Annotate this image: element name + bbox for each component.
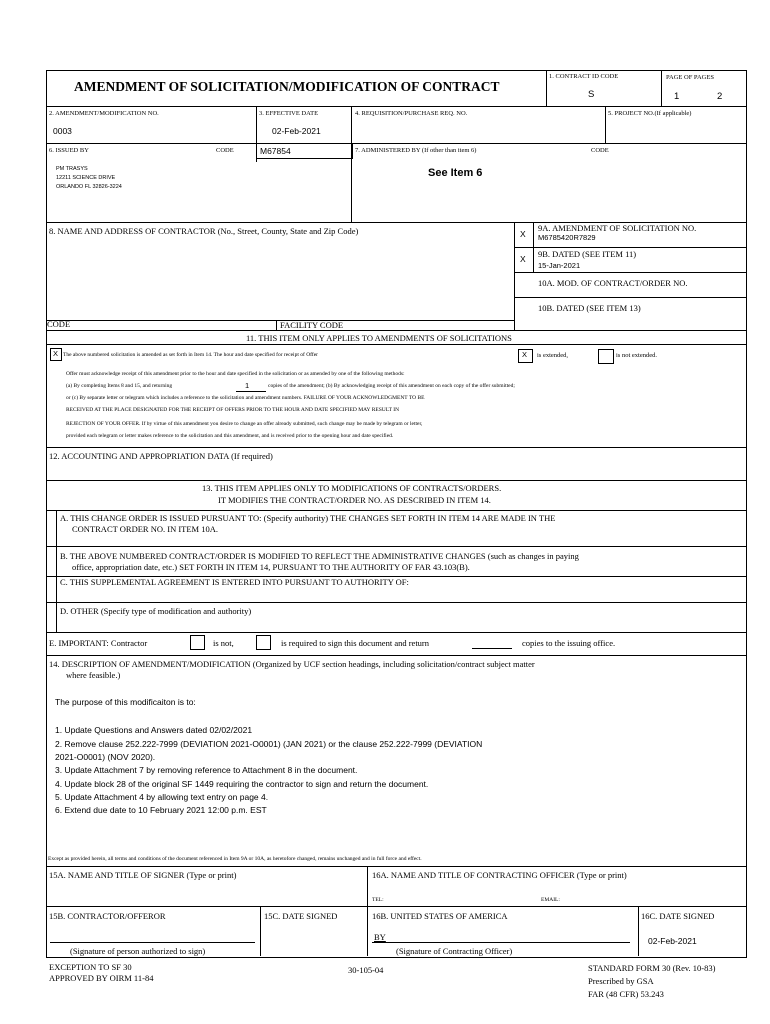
item-9a-label: 9A. AMENDMENT OF SOLICITATION NO. bbox=[538, 223, 697, 233]
rule bbox=[46, 866, 746, 867]
rule bbox=[661, 70, 662, 106]
contracting-officer-label: 16A. NAME AND TITLE OF CONTRACTING OFFICER (Type or print) bbox=[372, 870, 627, 880]
rule bbox=[46, 330, 746, 331]
rule bbox=[46, 344, 746, 345]
item-13-subheading: IT MODIFIES THE CONTRACT/ORDER NO. AS DESCRIBED IN ITEM 14. bbox=[218, 495, 491, 505]
terms-footnote: Except as provided herein, all terms and conditions of the document referenced in Item 9A or 10A, as heretofore changed, remains unchanged and in full force and effect. bbox=[48, 856, 422, 862]
rule bbox=[46, 602, 746, 603]
rule bbox=[46, 510, 746, 511]
description-line: 1. Update Questions and Answers dated 02/02/2021 bbox=[55, 725, 253, 735]
description-line: 2. Remove clause 252.222-7999 (DEVIATION 2021-O0001) (JAN 2021) or the clause 252.222-7999 (DEVIATION bbox=[55, 739, 483, 749]
item-11-instructions-line: copies of the amendment; (b) By acknowledging receipt of this amendment on each copy of the offer submitted; bbox=[268, 383, 515, 389]
footer-form-number: 30-105-04 bbox=[348, 965, 384, 975]
contractor-date-signed-label: 15C. DATE SIGNED bbox=[264, 911, 338, 921]
copies-count-value[interactable]: 1 bbox=[245, 381, 250, 390]
rule bbox=[50, 942, 255, 943]
copies-count-underline bbox=[236, 391, 266, 392]
item-13a-text: CONTRACT ORDER NO. IN ITEM 10A. bbox=[72, 524, 218, 534]
rule bbox=[351, 106, 352, 222]
rule bbox=[56, 510, 57, 632]
administered-by-label: 7. ADMINISTERED BY (If other than item 6) bbox=[355, 147, 477, 154]
description-intro: The purpose of this modificaiton is to: bbox=[55, 697, 196, 707]
is-required-checkbox[interactable] bbox=[256, 635, 271, 650]
requisition-label: 4. REQUISITION/PURCHASE REQ. NO. bbox=[355, 110, 468, 117]
contractor-address-label: 8. NAME AND ADDRESS OF CONTRACTOR (No., Street, County, State and Zip Code) bbox=[49, 226, 359, 236]
amended-text: The above numbered solicitation is amended as set forth in Item 14. The hour and date specified for receipt of Offer bbox=[63, 352, 319, 358]
item-9b-value[interactable]: 15-Jan-2021 bbox=[538, 261, 581, 270]
officer-date-signed-label: 16C. DATE SIGNED bbox=[641, 911, 715, 921]
item-11-instructions-line: Offer must acknowledge receipt of this amendment prior to the hour and date specified in the solicitation or as amended by one of the following methods: bbox=[66, 371, 405, 377]
administered-by-value: See Item 6 bbox=[428, 167, 483, 179]
rule bbox=[260, 906, 261, 956]
item-9a-checkmark[interactable]: X bbox=[520, 229, 526, 239]
issuer-address-line: ORLANDO FL 32826-3224 bbox=[56, 184, 122, 190]
footer-exception: EXCEPTION TO SF 30 bbox=[49, 962, 132, 972]
description-line: 2021-O0001) (NOV 2020). bbox=[55, 752, 156, 762]
description-label: where feasible.) bbox=[66, 670, 121, 680]
total-pages: 2 bbox=[717, 91, 723, 102]
contractor-signature-caption: (Signature of person authorized to sign) bbox=[70, 946, 206, 956]
amended-checkmark: X bbox=[53, 349, 59, 358]
rule bbox=[514, 222, 515, 330]
contractor-offeror-label: 15B. CONTRACTOR/OFFEROR bbox=[49, 911, 166, 921]
page-of-pages-label: PAGE OF PAGES bbox=[666, 74, 714, 81]
rule bbox=[46, 632, 746, 633]
item-13b-text: B. THE ABOVE NUMBERED CONTRACT/ORDER IS MODIFIED TO REFLECT THE ADMINISTRATIVE CHANGES (such as changes in paying bbox=[60, 551, 579, 561]
project-no-label: 5. PROJECT NO.(If applicable) bbox=[608, 110, 692, 117]
footer-prescribed-by: Prescribed by GSA bbox=[588, 976, 654, 986]
description-line: 3. Update Attachment 7 by removing reference to Attachment 8 in the document. bbox=[55, 765, 358, 775]
item-13c-text: C. THIS SUPPLEMENTAL AGREEMENT IS ENTERED INTO PURSUANT TO AUTHORITY OF: bbox=[60, 577, 409, 587]
rule bbox=[46, 447, 746, 448]
amendment-no-label: 2. AMENDMENT/MODIFICATION NO. bbox=[49, 110, 159, 117]
rule bbox=[46, 655, 746, 656]
issuer-address-line: 12211 SCIENCE DRIVE bbox=[56, 175, 116, 181]
contractor-code-label: CODE bbox=[47, 319, 71, 329]
item-13b-text: office, appropriation date, etc.) SET FORTH IN ITEM 14, PURSUANT TO THE AUTHORITY OF FAR 43.103(B). bbox=[72, 562, 470, 572]
officer-date-signed-value[interactable]: 02-Feb-2021 bbox=[648, 936, 697, 946]
rule bbox=[46, 106, 746, 107]
tel-label: TEL: bbox=[372, 897, 384, 903]
item-9b-label: 9B. DATED (SEE ITEM 11) bbox=[538, 249, 637, 259]
return-copies-blank bbox=[472, 648, 512, 649]
rule bbox=[46, 546, 746, 547]
item-11-instructions-line: REJECTION OF YOUR OFFER. If by virtue of this amendment you desire to change an offer already submitted, such change may be made by telegram or letter, bbox=[66, 421, 423, 427]
form-title: AMENDMENT OF SOLICITATION/MODIFICATION OF CONTRACT bbox=[74, 79, 500, 94]
item-10b-label: 10B. DATED (SEE ITEM 13) bbox=[538, 303, 641, 313]
effective-date-label: 3. EFFECTIVE DATE bbox=[259, 110, 319, 117]
rule bbox=[276, 320, 277, 330]
description-line: 6. Extend due date to 10 February 2021 12:00 p.m. EST bbox=[55, 805, 267, 815]
contract-id-code-value[interactable]: S bbox=[588, 89, 595, 100]
is-not-text: is not, bbox=[213, 638, 234, 648]
amendment-no-value[interactable]: 0003 bbox=[53, 126, 72, 136]
rule bbox=[514, 297, 746, 298]
item-11-instructions-line: RECEIVED AT THE PLACE DESIGNATED FOR THE RECEIPT OF OFFERS PRIOR TO THE HOUR AND DATE SPECIFIED MAY RESULT IN bbox=[66, 407, 400, 413]
rule bbox=[546, 70, 547, 106]
rule bbox=[514, 247, 746, 248]
item-11-instructions-line: provided each telegram or letter makes reference to the solicitation and this amendment, and is received prior to the opening hour and date specified. bbox=[66, 433, 394, 439]
footer-approved-by: APPROVED BY OIRM 11-84 bbox=[49, 973, 154, 983]
description-label: 14. DESCRIPTION OF AMENDMENT/MODIFICATION (Organized by UCF section headings, including solicitation/contract subject matter bbox=[49, 659, 535, 669]
not-extended-checkbox[interactable] bbox=[598, 349, 614, 364]
issued-by-label: 6. ISSUED BY bbox=[49, 147, 89, 154]
is-required-text: is required to sign this document and return bbox=[281, 638, 430, 648]
not-extended-text: is not extended. bbox=[616, 352, 657, 359]
item-13d-text: D. OTHER (Specify type of modification and authority) bbox=[60, 606, 252, 616]
item-13-heading: 13. THIS ITEM APPLIES ONLY TO MODIFICATIONS OF CONTRACTS/ORDERS. bbox=[202, 483, 502, 493]
issued-by-code-label: CODE bbox=[216, 147, 234, 154]
rule bbox=[638, 906, 639, 956]
issued-by-code-value[interactable]: M67854 bbox=[260, 146, 291, 156]
item-11-instructions-line: (a) By completing Items 8 and 15, and returning bbox=[66, 383, 173, 389]
effective-date-value[interactable]: 02-Feb-2021 bbox=[272, 126, 321, 136]
accounting-data-label: 12. ACCOUNTING AND APPROPRIATION DATA (If required) bbox=[49, 451, 273, 461]
description-line: 5. Update Attachment 4 by allowing text entry on page 4. bbox=[55, 792, 269, 802]
rule bbox=[605, 106, 606, 143]
item-13a-text: A. THIS CHANGE ORDER IS ISSUED PURSUANT TO: (Specify authority) THE CHANGES SET FORTH IN ITEM 14 ARE MADE IN THE bbox=[60, 513, 556, 523]
item-11-instructions-line: or (c) By separate letter or telegram which includes a reference to the solicitation and amendment numbers. FAILURE OF YOUR ACKNOWLEDGMENT TO BE bbox=[66, 395, 425, 401]
is-not-checkbox[interactable] bbox=[190, 635, 205, 650]
issuer-address-line: PM TRASYS bbox=[56, 166, 88, 172]
item-11-heading: 11. THIS ITEM ONLY APPLIES TO AMENDMENTS OF SOLICITATIONS bbox=[246, 333, 512, 343]
united-states-label: 16B. UNITED STATES OF AMERICA bbox=[372, 911, 508, 921]
item-9a-value[interactable]: M6785420R7829 bbox=[538, 233, 596, 242]
signer-name-label: 15A. NAME AND TITLE OF SIGNER (Type or print) bbox=[49, 870, 237, 880]
important-label: E. IMPORTANT: Contractor bbox=[49, 638, 148, 648]
officer-signature-caption: (Signature of Contracting Officer) bbox=[396, 946, 513, 956]
copies-to-issuing-office-text: copies to the issuing office. bbox=[522, 638, 616, 648]
extended-checkmark: X bbox=[522, 350, 528, 359]
footer-standard-form: STANDARD FORM 30 (Rev. 10-83) bbox=[588, 963, 716, 973]
rule bbox=[46, 906, 746, 907]
email-label: EMAIL: bbox=[541, 897, 560, 903]
facility-code-label: FACILITY CODE bbox=[280, 320, 344, 330]
extended-text: is extended, bbox=[537, 352, 569, 359]
rule bbox=[367, 866, 368, 956]
description-line: 4. Update block 28 of the original SF 1449 requiring the contractor to sign and return the document. bbox=[55, 779, 429, 789]
rule bbox=[514, 272, 746, 273]
item-9b-checkmark[interactable]: X bbox=[520, 254, 526, 264]
by-label: BY bbox=[374, 932, 386, 942]
rule bbox=[46, 143, 746, 144]
page-number: 1 bbox=[674, 91, 680, 102]
rule bbox=[46, 480, 746, 481]
item-10a-label: 10A. MOD. OF CONTRACT/ORDER NO. bbox=[538, 278, 688, 288]
administered-code-label: CODE bbox=[591, 147, 609, 154]
footer-far-reference: FAR (48 CFR) 53.243 bbox=[588, 989, 664, 999]
rule bbox=[372, 942, 630, 943]
contract-id-code-label: 1. CONTRACT ID CODE bbox=[549, 73, 619, 80]
